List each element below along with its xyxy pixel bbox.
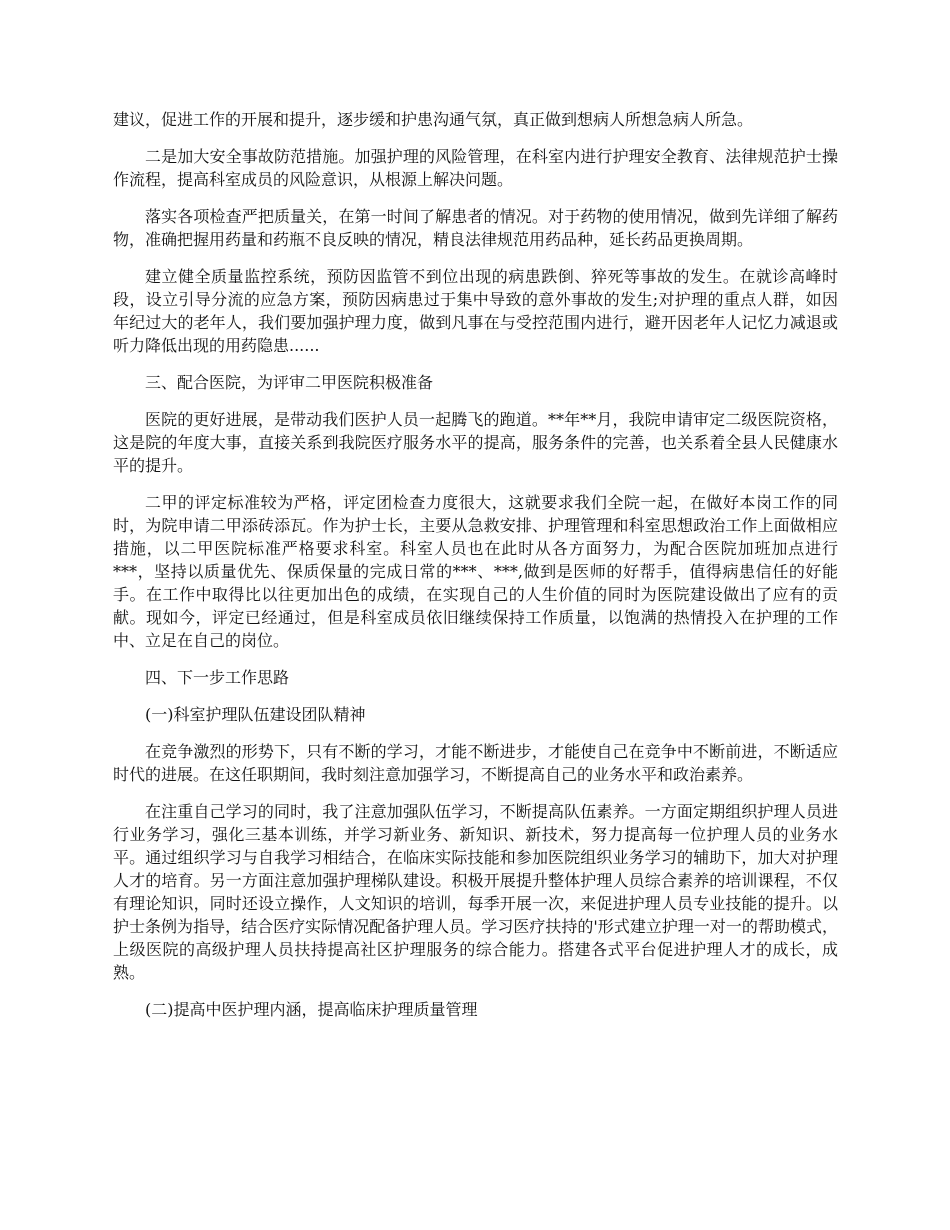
section-heading-4: 四、下一步工作思路 (145, 668, 290, 687)
paragraph-11: 在注重自己学习的同时，我了注意加强队伍学习，不断提高队伍素养。一方面定期组织护理人员进行业务学习，强化三基本训练，并学习新业务、新知识、新技术，努力提高每一位护理人员的业务水平。通过组织学习与自我学习相结合，在临床实际技能和参加医院组织业务学习的辅助下，加大对护理人才的培育。另一方面注意加强护理梯队建设。积极开展提升整体护理人员综合素养的培训课程，不仅有理论知识，同时还设立操作，人文知识的培训，每季开展一次，来促进护理人员专业技能的提升。以护士条例为指导，结合医疗实际情况配备护理人员。学习医疗扶持的'形式建立护理一对一的帮助模式，上级医院的高级护理人员扶持提高社区护理服务的综合能力。搭建各式平台促进护理人才的成长，成熟。 (113, 802, 838, 982)
paragraph-3: 落实各项检查严把质量关，在第一时间了解患者的情况。对于药物的使用情况，做到先详细了解药物，准确把握用药量和药瓶不良反映的情况，精良法律规范用药品种，延长药品更换周期。 (113, 207, 838, 249)
subsection-heading-2: (二)提高中医护理内涵，提高临床护理质量管理 (145, 1000, 478, 1019)
paragraph-7: 二甲的评定标准较为严格，评定团检查力度很大，这就要求我们全院一起，在做好本岗工作的同时，为院申请二甲添砖添瓦。作为护士长，主要从急救安排、护理管理和科室思想政治工作上面做相应措施，以二甲医院标准严格要求科室。科室人员也在此时从各方面努力，为配合医院加班加点进行***，坚持以质量优先、保质保量的完成日常的***、***,做到是医师的好帮手，值得病患信任的好能手。在工作中取得比以往更加出色的成绩，在实现自己的人生价值的同时为医院建设做出了应有的贡献。现如今，评定已经通过，但是科室成员依旧继续保持工作质量，以饱满的热情投入在护理的工作中、立足在自己的岗位。 (113, 493, 838, 650)
paragraph-6: 医院的更好进展，是带动我们医护人员一起腾飞的跑道。**年**月，我院申请审定二级医院资格，这是院的年度大事，直接关系到我院医疗服务水平的提高，服务条件的完善，也关系着全县人民健康水平的提升。 (113, 410, 838, 475)
section-heading-3: 三、配合医院，为评审二甲医院积极准备 (145, 373, 434, 392)
paragraph-1: 建议，促进工作的开展和提升，逐步缓和护患沟通气氛，真正做到想病人所想急病人所急。 (113, 110, 754, 129)
paragraph-2: 二是加大安全事故防范措施。加强护理的风险管理，在科室内进行护理安全教育、法律规范护士操作流程，提高科室成员的风险意识，从根源上解决问题。 (113, 147, 838, 189)
subsection-heading-1: (一)科室护理队伍建设团队精神 (145, 705, 366, 724)
paragraph-10: 在竞争激烈的形势下，只有不断的学习，才能不断进步，才能使自己在竞争中不断前进，不断适应时代的进展。在这任职期间，我时刻注意加强学习，不断提高自己的业务水平和政治素养。 (113, 742, 838, 784)
document-page (113, 108, 838, 1035)
paragraph-4: 建立健全质量监控系统，预防因监管不到位出现的病患跌倒、猝死等事故的发生。在就诊高峰时段，设立引导分流的应急方案，预防因病患过于集中导致的意外事故的发生;对护理的重点人群，如因年纪过大的老年人，我们要加强护理力度，做到凡事在与受控范围内进行，避开因老年人记忆力减退或听力降低出现的用药隐患...... (113, 267, 838, 355)
